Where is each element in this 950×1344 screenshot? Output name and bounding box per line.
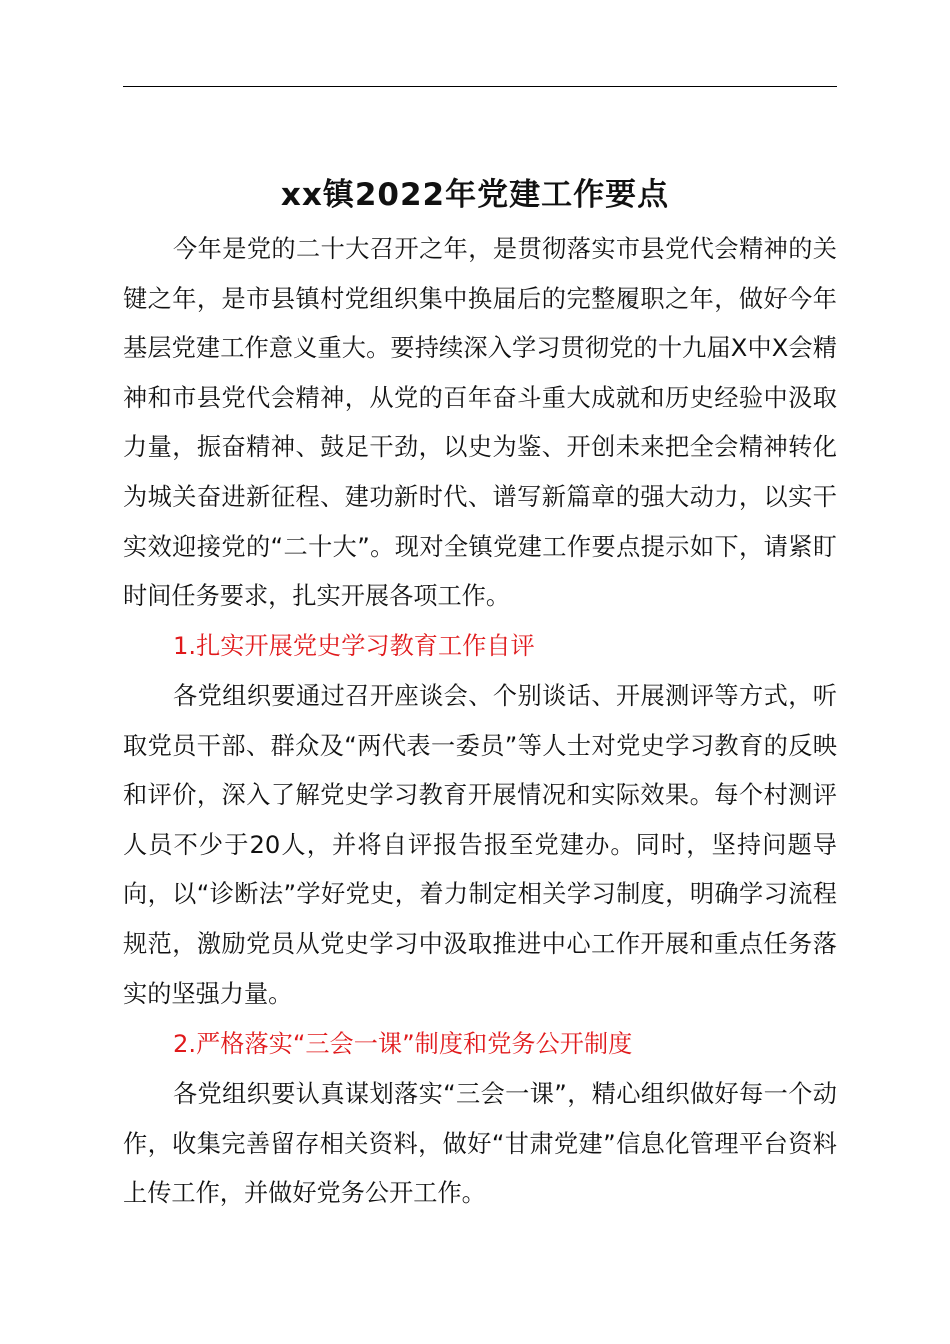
header-rule [123, 86, 837, 87]
document-title: xx镇2022年党建工作要点 [280, 176, 670, 213]
intro-paragraph: 今年是党的二十大召开之年，是贯彻落实市县党代会精神的关键之年，是市县镇村党组织集中换届后的完整履职之年，做好今年基层党建工作意义重大。要持续深入学习贯彻党的十九届X中X会精神和市县党代会精神，从党的百年奋斗重大成就和历史经验中汲取力量，振奋精神、鼓足干劲，以史为鉴、开创未来把全会精神转化为城关奋进新征程、建功新时代、谱写新篇章的强大动力，以实干实效迎接党的“二十大”。现对全镇党建工作要点提示如下，请紧盯时间任务要求，扎实开展各项工作。 [123, 235, 837, 611]
section-2-body: 各党组织要认真谋划落实“三会一课”，精心组织做好每一个动作，收集完善留存相关资料，做好“甘肃党建”信息化管理平台资料上传工作，并做好党务公开工作。 [123, 1080, 837, 1208]
section-1-heading: 1.扎实开展党史学习教育工作自评 [173, 632, 535, 660]
section-1-body: 各党组织要通过召开座谈会、个别谈话、开展测评等方式，听取党员干部、群众及“两代表一委员”等人士对党史学习教育的反映和评价，深入了解党史学习教育开展情况和实际效果。每个村测评人员不少于20人，并将自评报告报至党建办。同时，坚持问题导向，以“诊断法”学好党史，着力制定相关学习制度，明确学习流程规范，激励党员从党史学习中汲取推进中心工作开展和重点任务落实的坚强力量。 [123, 682, 837, 1008]
section-2-heading: 2.严格落实“三会一课”制度和党务公开制度 [173, 1030, 633, 1058]
